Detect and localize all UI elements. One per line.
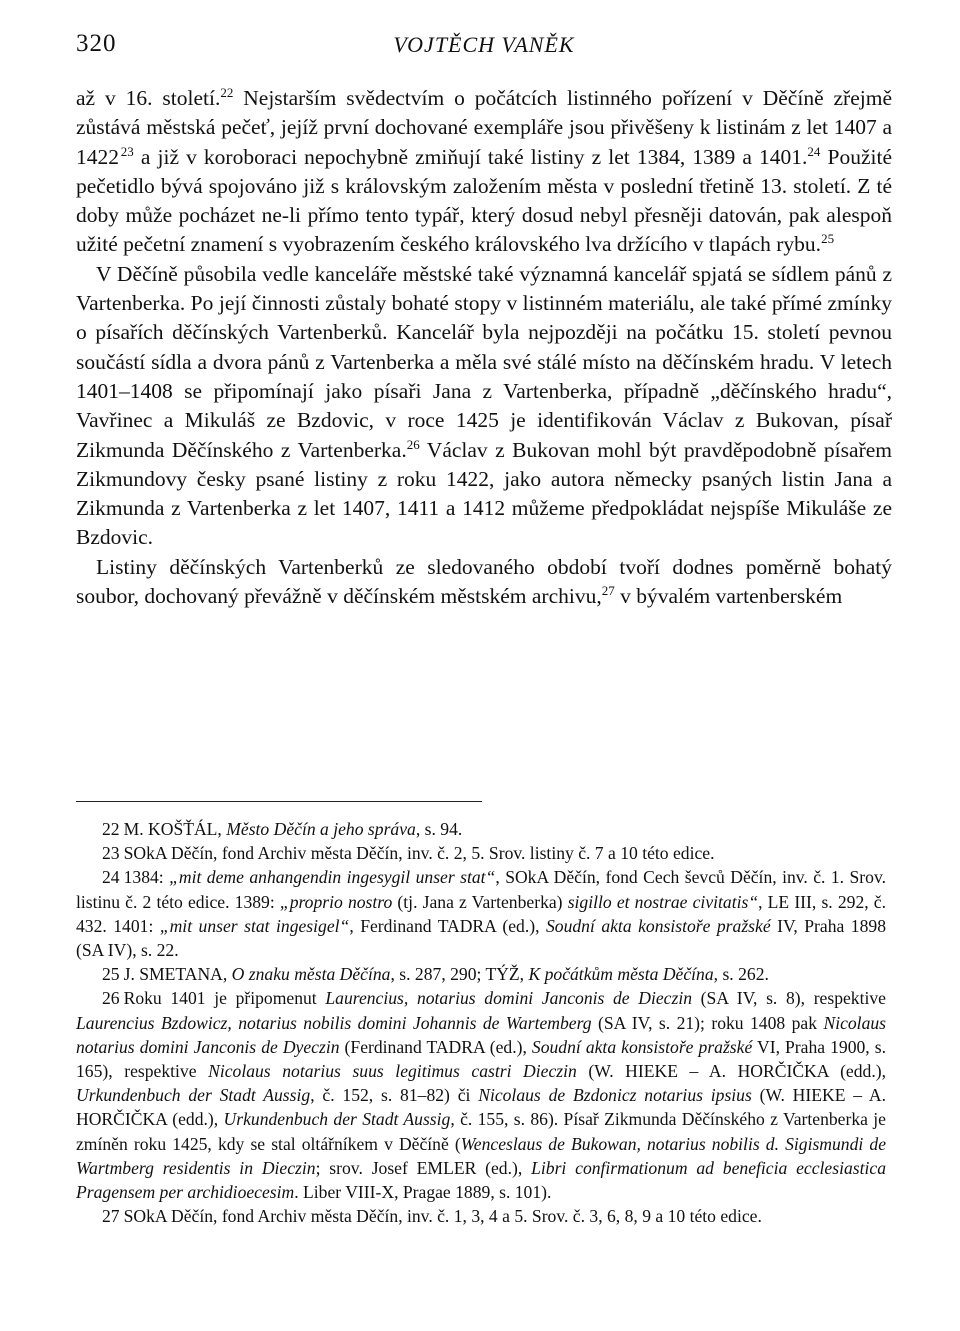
body-text: [76, 84, 892, 611]
footnote-citation-title: Urkundenbuch der Stadt Aussig: [76, 1085, 311, 1106]
footnote: [76, 986, 886, 1204]
running-head: VOJTĚCH VANĚK: [393, 32, 575, 57]
footnote-citation-title: Urkundenbuch der Stadt Aussig: [223, 1109, 451, 1130]
footnote: [76, 817, 886, 841]
footnote-citation-title: Soudní akta konsistoře pražské: [545, 915, 771, 936]
footnote-citation-title: „mit deme anhangendin ingesygil unser stat“: [169, 867, 496, 888]
page-header: [76, 28, 892, 68]
text-run: V Děčíně působila vedle kanceláře městské také významná kancelář spjatá se sídlem pánů z Vartenberka. Po její činnosti zůstaly bohaté stopy v listinném materiálu, ale také přímé zmínky o písařích děčínských Vartenberků. Kancelář byla nejpozději na počátku 15. století pevnou součástí sídla a dvora pánů z Vartenberka a měla své stálé místo na děčínském hradu. V letech 1401–1408 se připomínají jako písaři Jana z Vartenberka, případně „děčínského hradu“, Vavřinec a Mikuláš ze Bzdovic, v roce 1425 je identifikován Václav z Bukovan, písař Zikmunda Děčínského z Vartenberka.: [76, 261, 892, 462]
footnote-text: SOkA Děčín, fond Archiv města Děčín, inv. č. 2, 5. Srov. listiny č. 7 a 10 této edice.: [123, 843, 715, 864]
footnote-citation-title: Nicolaus notarius domini Janconis de Dyeczin: [76, 1012, 887, 1057]
footnote-text: (W. HIEKE – A. HORČIČKA (edd.),: [576, 1061, 886, 1082]
footnote-citation-title: Laurencius, notarius domini Janconis de Dieczin: [325, 988, 693, 1009]
footnote-number: 25: [102, 964, 120, 985]
footnote-citation-title: Soudní akta konsistoře pražské: [531, 1036, 753, 1057]
text-run: Václav z Bukovan mohl být pravděpodobně písařem Zikmundovy česky psané listiny z roku 1422, jako autora německy psaných listin Jana a Zikmunda z Vartenberka z let 1407, 1411 a 1412 můžeme předpokládat nejspíše Mikuláše ze Bzdovic.: [76, 437, 892, 550]
footnote-text: , SOkA Děčín, fond Cech ševců Děčín, inv. č. 1. Srov. listinu č. 2 této edice. 1389:: [76, 867, 887, 912]
body-paragraph-3: [76, 553, 892, 612]
footnote: [76, 1204, 886, 1228]
footnote-number: 26: [102, 988, 120, 1009]
footnote-text: 1384:: [123, 867, 170, 888]
footnote: [76, 841, 886, 865]
footnote-citation-title: Wenceslaus de Bukowan, notarius nobilis d. Sigismundi de Wartmberg residentis in Dieczin: [76, 1133, 887, 1178]
body-paragraph-1: [76, 84, 892, 260]
footnote-text: , č. 155, s. 86). Písař Zikmunda Děčínského z Vartenberka je zmíněn roku 1425, kdy se stal oltářníkem v Děčíně (: [76, 1109, 886, 1154]
footnote-citation-title: sigillo et nostrae civitatis“: [567, 891, 759, 912]
footnote-text: ; srov. Josef EMLER (ed.),: [315, 1157, 532, 1178]
page-number: 320: [76, 30, 117, 57]
text-run: až v 16. století.: [76, 86, 221, 110]
text-run: Použité pečetidlo bývá spojováno již s královským založením města v poslední třetině 13. století. Z té doby může pocházet ne-li přímo tento typář, který dosud nebyl přesněji datován, pak alespoň užité pečetní znamení s vyobrazením českého královského lva držícího v tlapách rybu.: [76, 144, 892, 257]
footnote-ref: 25: [821, 231, 835, 247]
footnote-text: , s. 287, 290; TÝŽ,: [390, 964, 529, 985]
footnote-text: VI, Praha 1900, s. 165), respektive: [76, 1036, 886, 1082]
footnote-number: 23: [102, 843, 120, 864]
body-paragraph-2: [76, 260, 892, 553]
footnote-separator: [76, 801, 482, 802]
footnote-ref: 27: [601, 582, 615, 598]
footnote-number: 22: [102, 819, 120, 839]
footnote-text: J. SMETANA,: [123, 964, 232, 985]
footnote-text: (SA IV, s. 8), respektive: [692, 988, 886, 1009]
footnotes: [76, 817, 886, 1228]
footnote-text: M. KOŠŤÁL,: [123, 819, 227, 839]
footnote-text: (W. HIEKE – A. HORČIČKA (edd.),: [76, 1085, 886, 1130]
footnote: [76, 962, 886, 986]
footnote-text: (SA IV, s. 21); roku 1408 pak: [591, 1012, 824, 1033]
footnote-citation-title: Libri confirmationum ad beneficia ecclesiastica Pragensem per archidioecesim: [76, 1157, 886, 1203]
footnote-citation-title: Město Děčín a jeho správa: [226, 819, 416, 839]
footnote-text: SOkA Děčín, fond Archiv města Děčín, inv. č. 1, 3, 4 a 5. Srov. č. 3, 6, 8, 9 a 10 této edice.: [123, 1206, 762, 1227]
footnote-ref: 23: [120, 143, 134, 159]
footnote-text: . Liber VIII-X, Pragae 1889, s. 101).: [294, 1182, 552, 1203]
footnote-text: , s. 262.: [713, 964, 769, 985]
footnote-text: , Ferdinand TADRA (ed.),: [349, 915, 546, 936]
footnote-citation-title: Laurencius Bzdowicz, notarius nobilis domini Johannis de Wartemberg: [76, 1012, 592, 1033]
footnote-text: Roku 1401 je připomenut: [123, 988, 326, 1009]
footnote-text: , č. 152, s. 81–82) či: [310, 1085, 479, 1106]
footnote-citation-title: O znaku města Děčína: [231, 964, 391, 985]
footnote-text: , s. 94.: [415, 819, 463, 839]
footnote-text: , LE III, s. 292, č. 432. 1401:: [76, 891, 887, 936]
footnote-text: IV, Praha 1898 (SA IV), s. 22.: [76, 915, 886, 961]
text-run: Nejstarším svědectvím o počátcích listinného pořízení v Děčíně zřejmě zůstává městská pečeť, jejíž první dochované exempláře jsou přivěšeny k listinám z let 1407 a 1422: [76, 86, 892, 169]
text-run: a již v koroboraci nepochybně zmiňují také listiny z let 1384, 1389 a 1401.: [133, 144, 808, 169]
footnote-text: (Ferdinand TADRA (ed.),: [339, 1036, 532, 1057]
footnote-citation-title: Nicolaus de Bzdonicz notarius ipsius: [478, 1085, 752, 1106]
footnote-number: 24: [102, 867, 120, 888]
footnote-text: (tj. Jana z Vartenberka): [392, 891, 568, 912]
footnote-citation-title: „mit unser stat ingesigel“: [159, 915, 350, 936]
footnote-citation-title: K počátkům města Děčína: [528, 964, 714, 985]
footnote-citation-title: „proprio nostro: [279, 891, 393, 912]
footnote-ref: 24: [807, 143, 821, 159]
text-run: Listiny děčínských Vartenberků ze sledovaného období tvoří dodnes poměrně bohatý soubor, dochovaný převážně v děčínském městském archivu,: [76, 554, 892, 609]
footnote-ref: 26: [406, 436, 420, 452]
footnote: [76, 865, 886, 962]
text-run: v bývalém vartenberském: [614, 584, 843, 609]
footnote-ref: 22: [220, 84, 234, 100]
footnote-citation-title: Nicolaus notarius suus legitimus castri Dieczin: [208, 1061, 577, 1082]
footnote-number: 27: [102, 1206, 120, 1227]
